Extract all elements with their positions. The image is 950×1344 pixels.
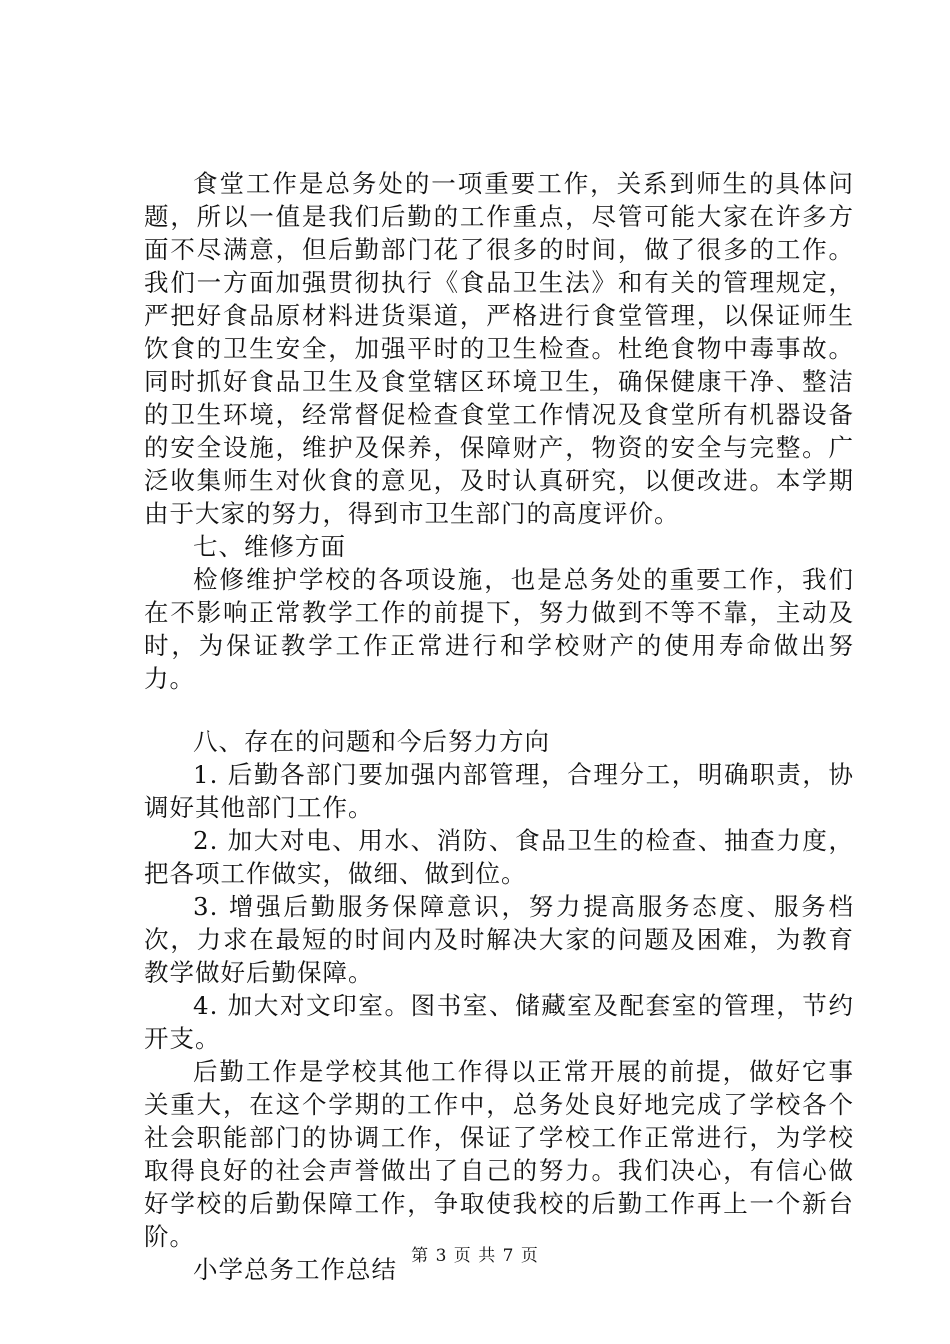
document-body — [144, 167, 854, 1286]
list-item-1: 1. 后勤各部门要加强内部管理，合理分工，明确职责，协调好其他部门工作。 — [144, 760, 854, 822]
list-item-3: 3. 增强后勤服务保障意识，努力提高服务态度、服务档次，力求在最短的时间内及时解决大家的问题及困难，为教育教学做好后勤保障。 — [144, 892, 854, 987]
list-item-4: 4. 加大对文印室。图书室、储藏室及配套室的管理，节约开支。 — [144, 991, 854, 1053]
paragraph-maintenance: 检修维护学校的各项设施，也是总务处的重要工作，我们在不影响正常教学工作的前提下，努力做到不等不靠，主动及时，为保证教学工作正常进行和学校财产的使用寿命做出努力。 — [144, 565, 854, 693]
paragraph-gap — [144, 695, 854, 725]
list-item-2: 2. 加大对电、用水、消防、食品卫生的检查、抽查力度，把各项工作做实，做细、做到位。 — [144, 826, 854, 888]
heading-problems: 八、存在的问题和今后努力方向 — [193, 727, 550, 756]
heading-maintenance: 七、维修方面 — [193, 532, 346, 561]
page-footer: 第 3 页 共 7 页 — [411, 1246, 539, 1266]
paragraph-conclusion: 后勤工作是学校其他工作得以正常开展的前提，做好它事关重大，在这个学期的工作中，总务处良好地完成了学校各个社会职能部门的协调工作，保证了学校工作正常进行，为学校取得良好的社会声誉做出了自己的努力。我们决心，有信心做好学校的后勤保障工作，争取使我校的后勤工作再上一个新台阶。 — [144, 1057, 854, 1251]
paragraph-canteen: 食堂工作是总务处的一项重要工作，关系到师生的具体问题，所以一值是我们后勤的工作重点，尽管可能大家在许多方面不尽满意，但后勤部门花了很多的时间，做了很多的工作。我们一方面加强贯彻执行《食品卫生法》和有关的管理规定，严把好食品原材料进货渠道，严格进行食堂管理，以保证师生饮食的卫生安全，加强平时的卫生检查。杜绝食物中毒事故。同时抓好食品卫生及食堂辖区环境卫生，确保健康干净、整洁的卫生环境，经常督促检查食堂工作情况及食堂所有机器设备的安全设施，维护及保养，保障财产，物资的安全与完整。广泛收集师生对伙食的意见，及时认真研究，以便改进。本学期由于大家的努力，得到市卫生部门的高度评价。 — [144, 169, 854, 528]
heading-summary-title: 小学总务工作总结 — [193, 1255, 397, 1284]
